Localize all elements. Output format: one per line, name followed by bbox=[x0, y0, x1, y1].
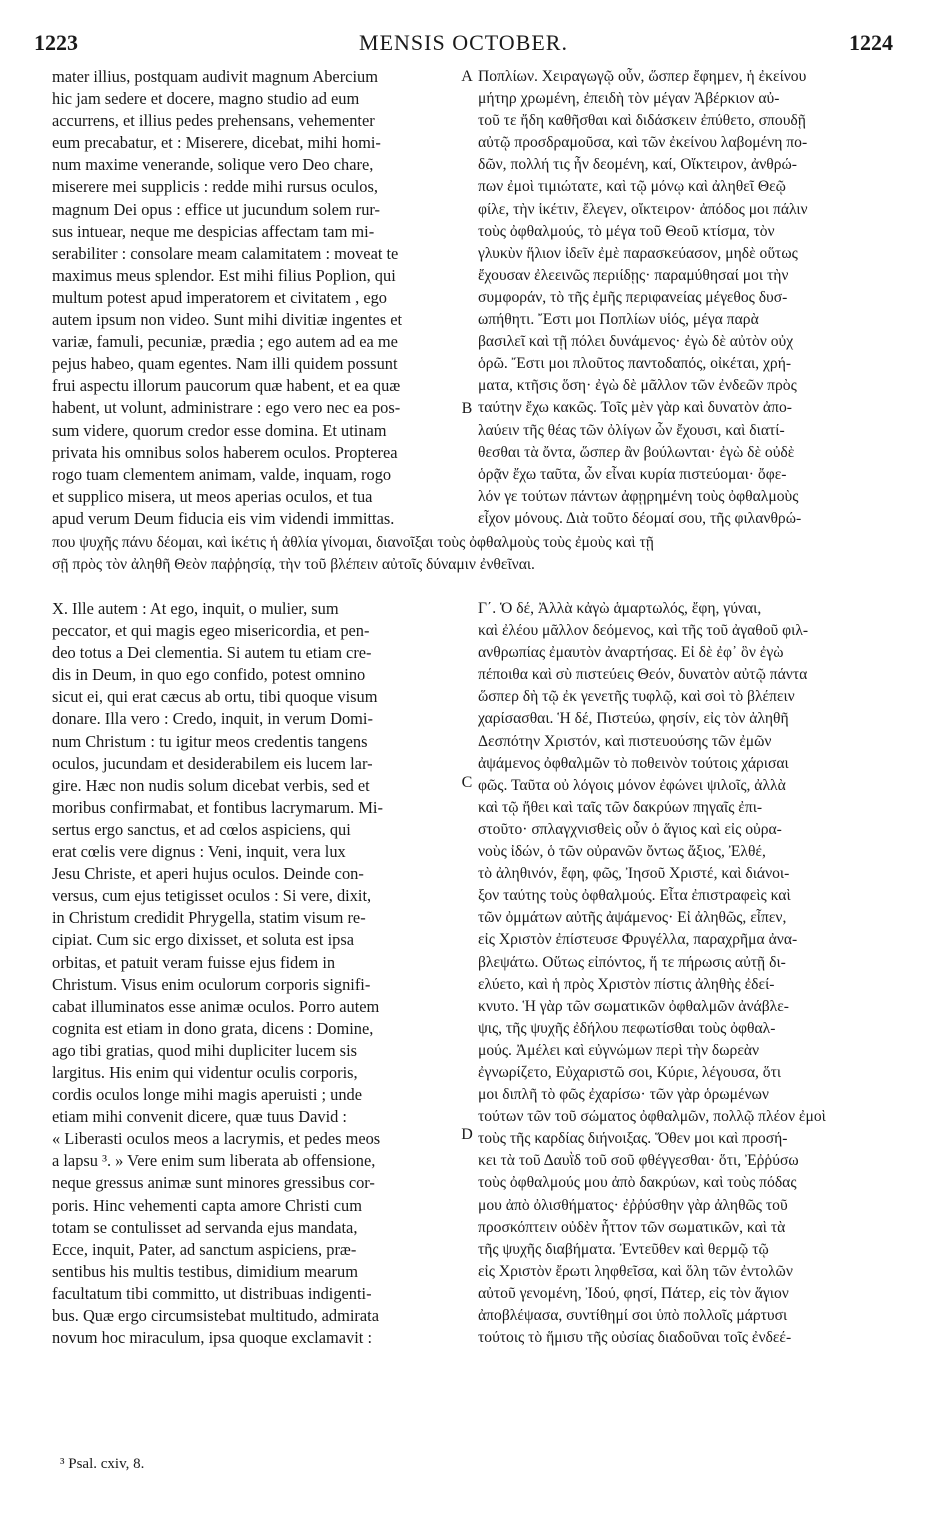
greek-line: ωπήθητι. Ἔστι μοι Ποπλίων υἱός, μέγα παρὰ bbox=[478, 311, 759, 329]
greek-line: γλυκὺν ἥλιον ἰδεῖν ἐμὲ παρασκεύασον, μηδὲ οὕτως bbox=[478, 244, 798, 262]
latin-line: rogo tuam clementem animam, valde, inquam, rogo bbox=[52, 464, 392, 484]
latin-line: maximus meus splendor. Est mihi filius Poplion, qui bbox=[52, 265, 396, 285]
footnote: ³ Psal. cxiv, 8. bbox=[60, 1456, 145, 1472]
greek-line: καὶ τῷ ἤθει καὶ ταῖς τῶν δακρύων πηγαῖς ἐπι- bbox=[478, 798, 763, 816]
greek-line: μήτηρ χρωμένη, ἐπειδὴ τὸν μέγαν Ἀβέρκιον αὐ- bbox=[478, 90, 780, 108]
greek-line: τοῦ τε ἤδη καθῆσθαι καὶ διδάσκειν ἐπύθετο, σπουδῇ bbox=[478, 112, 806, 130]
greek-line: εἰς Χριστὸν ἔρωτι ληφθεῖσα, καὶ ὅλη τῶν ἐντολῶν bbox=[478, 1262, 793, 1280]
greek-line: τὸ ἀληθινόν, ἔφη, φῶς, Ἰησοῦ Χριστέ, καὶ διάνοι- bbox=[478, 865, 790, 883]
margin-letter-c: C bbox=[461, 774, 473, 791]
greek-line: σῇ πρὸς τὸν ἀληθῆ Θεὸν παῤῥησίᾳ, τὴν τοῦ βλέπειν αὐτοῖς δύναμιν ἐνθεῖναι. bbox=[52, 556, 535, 574]
greek-line: ἔχουσαν ἐλεεινῶς περιίδῃς· παραμύθησαί μοι τὴν bbox=[478, 266, 789, 284]
greek-line: χαρίσασθαι. Ἡ δέ, Πιστεύω, φησίν, εἰς τὸν ἀληθῆ bbox=[478, 710, 789, 728]
latin-line: « Liberasti oculos meos a lacrymis, et pedes meos bbox=[52, 1129, 381, 1149]
greek-line: Ποπλίων. Χειραγωγῷ οὖν, ὥσπερ ἔφημεν, ἡ ἐκείνου bbox=[478, 68, 807, 85]
latin-line: magnum Dei opus : effice ut jucundum solem rur- bbox=[52, 199, 381, 219]
latin-line: sentibus his multis testibus, dimidium mearum bbox=[52, 1261, 358, 1281]
latin-line: X. Ille autem : At ego, inquit, o mulier, sum bbox=[52, 599, 339, 618]
latin-line: erat cœlis vere dignus : Veni, inquit, vera lux bbox=[52, 842, 346, 862]
greek-line: φῶς. Ταῦτα οὐ λόγοις μόνον ἐφώνει ψιλοῖς, ἀλλὰ bbox=[478, 776, 786, 794]
greek-line: τῶν ὀμμάτων αὐτῆς ἀψάμενος· Εἰ ἀληθῶς, εἶπεν, bbox=[478, 909, 787, 927]
latin-line: versus, cum ejus tetigisset oculos : Si vere, dixit, bbox=[52, 886, 372, 906]
latin-line: mater illius, postquam audivit magnum Abercium bbox=[52, 67, 378, 86]
latin-line: bus. Quæ ergo circumsistebat multitudo, admirata bbox=[52, 1306, 379, 1325]
latin-line: num maxime venerande, solique vero Deo chare, bbox=[52, 155, 374, 175]
greek-line: τοὺς τῆς καρδίας διήνοιξας. Ὅθεν μοι καὶ προσή- bbox=[478, 1130, 788, 1148]
page-number-right: 1224 bbox=[849, 30, 893, 55]
latin-column-top bbox=[52, 66, 456, 530]
greek-column-bottom bbox=[478, 598, 890, 1349]
latin-line: habent, ut volunt, administrare : ego vero nec ea pos- bbox=[52, 398, 401, 418]
greek-line: δῶν, πολλή τις ἦν δεομένη, καί, Οἴκτειρον, ἀνθρώ- bbox=[478, 156, 797, 174]
greek-spanning-lines bbox=[52, 532, 892, 576]
greek-line: κνυτο. Ἡ γὰρ τῶν σωματικῶν ὀφθαλμῶν ἀνάβλε- bbox=[478, 997, 789, 1015]
latin-line: hic jam sedere et docere, magno studio ad eum bbox=[52, 89, 360, 109]
greek-line: βασιλεῖ καὶ τῇ πόλει δυνάμενος· ἐγὼ δὲ αὐτὸν οὐχ bbox=[478, 333, 794, 351]
latin-line: cordis oculos longe mihi magis aperuisti ; unde bbox=[52, 1085, 363, 1105]
latin-line: ago tibi gratias, quod mihi dupliciter lucem sis bbox=[52, 1040, 357, 1060]
greek-column-top bbox=[478, 66, 890, 530]
latin-line: cipiat. Cum sic ergo dixisset, et soluta est ipsa bbox=[52, 930, 354, 950]
latin-column-bottom bbox=[52, 598, 456, 1349]
greek-line: ψις, τῆς ψυχῆς ἐδήλου πεφωτίσθαι τοὺς ὀφθαλ- bbox=[478, 1019, 776, 1037]
margin-letter-a: A bbox=[461, 68, 473, 85]
greek-line: Γ΄. Ὁ δέ, Ἀλλὰ κἀγὼ ἁμαρτωλός, ἔφη, γύναι, bbox=[478, 600, 762, 617]
greek-line: πέποιθα καὶ σὺ πιστεύεις Θεόν, δυνατὸν αὐτῷ πάντα bbox=[478, 666, 808, 684]
latin-line: orbitas, et patuit veram fuisse ejus fidem in bbox=[52, 952, 336, 972]
greek-line: εἶχον μόνους. Διὰ τοῦτο δέομαί σου, τῆς φιλανθρώ- bbox=[478, 509, 802, 527]
greek-line: βλεψάτω. Οὕτως εἰπόντος, ἥ τε πήρωσις αὐτῇ δι- bbox=[478, 953, 786, 971]
latin-line: donare. Illa vero : Credo, inquit, in verum Domi- bbox=[52, 709, 373, 729]
greek-line: εἰς Χριστὸν ἐπίστευσε Φρυγέλλα, παραχρῆμα ἀνα- bbox=[478, 931, 798, 949]
latin-line: a lapsu ³. » Vere enim sum liberata ab offensione, bbox=[52, 1151, 376, 1171]
greek-line: ὁρᾷν ἔχω ταῦτα, ὧν εἶναι κυρία πιστεύομαι· ὄφε- bbox=[478, 465, 787, 483]
latin-line: accurrens, et illius pedes prehensans, vehementer bbox=[52, 111, 375, 131]
greek-line: πων ἐμοὶ τιμιώτατε, καὶ τῷ μόνῳ καὶ ἀληθεῖ Θεῷ bbox=[478, 178, 786, 196]
latin-line: sertus ergo sanctus, et ad cœlos aspiciens, qui bbox=[52, 819, 351, 839]
page-title: MENSIS OCTOBER. bbox=[359, 30, 568, 55]
greek-line: μου ἀπὸ ὀλισθήματος· ἐῤῥύσθην γὰρ ἀληθῶς τοῦ bbox=[478, 1196, 788, 1214]
page-number-left: 1223 bbox=[34, 30, 78, 55]
greek-line: που ψυχῆς πάνυ δέομαι, καὶ ἱκέτις ἡ ἀθλία γίνομαι, διανοῖξαι τοὺς ὀφθαλμοὺς τοὺς ἐμοὺς καὶ τῇ bbox=[52, 534, 654, 551]
latin-line: privata his omnibus solos haberem oculos. Propterea bbox=[52, 442, 398, 462]
latin-line: frui aspectu illorum paucorum quæ habent, et ea quæ bbox=[52, 376, 401, 396]
latin-line: in Christum credidit Phrygella, statim visum re- bbox=[52, 908, 366, 928]
greek-line: κει τὰ τοῦ Δαυῒδ τοῦ σοῦ φθέγγεσθαι· ὅτι, Ἐῤῥύσω bbox=[478, 1152, 799, 1170]
greek-line: ὥσπερ δὴ τῷ ἐκ γενετῆς τυφλῷ, καὶ σοὶ τὸ βλέπειν bbox=[478, 688, 795, 706]
latin-line: dis in Deum, in quo ego confido, potest omnino bbox=[52, 665, 366, 685]
greek-line: λόν γε τούτων πάντων ἀφῃρημένη τοὺς ὀφθαλμοὺς bbox=[478, 487, 799, 505]
greek-line: τοὺς ὀφθαλμούς μου ἀπὸ δακρύων, καὶ τοὺς πόδας bbox=[478, 1174, 797, 1192]
latin-line: sicut ei, qui erat cæcus ab ortu, tibi quoque visum bbox=[52, 687, 378, 707]
greek-line: ξον ταύτης τοὺς ὀφθαλμούς. Εἶτα ἐπιστραφεὶς καὶ bbox=[478, 887, 791, 905]
latin-line: Ecce, inquit, Pater, ad sanctum aspiciens, præ- bbox=[52, 1239, 357, 1259]
greek-line: ανθρωπίας ἐμαυτὸν ἀναρτήσας. Εἰ δὲ ἐφ᾽ ὃν ἐγὼ bbox=[478, 644, 784, 662]
running-head bbox=[34, 30, 893, 60]
latin-line: largitus. His enim qui videntur oculis corporis, bbox=[52, 1062, 358, 1082]
latin-line: apud verum Deum fiducia eis vim videndi immittas. bbox=[52, 508, 395, 528]
latin-line: serabiliter : consolare meam calamitatem : moveat te bbox=[52, 243, 399, 263]
greek-line: ματα, κτῆσις ὅση· ἐγὼ δὲ μᾶλλον τῶν ἐνδεῶν πρὸς bbox=[478, 377, 797, 395]
latin-line: et supplico misera, ut meos aperias oculos, et tua bbox=[52, 486, 373, 506]
greek-line: νοὺς ἰδών, ὁ τῶν οὐρανῶν ὄντως ἄξιος, Ἐλθέ, bbox=[478, 843, 766, 861]
latin-line: cabat illuminatos esse animæ oculos. Porro autem bbox=[52, 996, 380, 1016]
latin-line: autem ipsum non video. Sunt mihi divitiæ ingentes et bbox=[52, 310, 403, 330]
greek-line: τούτοις τὸ ἥμισυ τῆς οὐσίας διαδοῦναι τοῖς ἐνδεέ- bbox=[478, 1329, 792, 1347]
latin-line: num Christum : tu igitur meos credentis tangens bbox=[52, 731, 368, 751]
latin-line: miserere mei supplicis : redde mihi rursus oculos, bbox=[52, 177, 378, 197]
margin-letter-d: D bbox=[461, 1126, 473, 1143]
greek-line: ὁρῶ. Ἔστι μοι πλοῦτος παντοδαπός, οἰκέται, χρή- bbox=[478, 355, 792, 373]
latin-line: variæ, famuli, pecuniæ, prædia ; ego autem ad ea me bbox=[52, 332, 398, 352]
latin-line: novum hoc miraculum, ipsa quoque exclamavit : bbox=[52, 1328, 372, 1348]
greek-line: τοὺς ὀφθαλμούς, τὸ μέγα τοῦ Θεοῦ κτίσμα, τὸν bbox=[478, 222, 775, 240]
latin-line: facultatum tibi committo, ut distribuas indigenti- bbox=[52, 1283, 372, 1303]
margin-letter-b: B bbox=[461, 400, 473, 417]
greek-line: ἀψάμενος ὀφθαλμῶν τὸ ποθεινὸν τούτοις χάρισαι bbox=[478, 754, 789, 772]
latin-line: Christum. Visus enim oculorum corporis signifi- bbox=[52, 974, 371, 994]
latin-line: cognita est etiam in dono grata, dicens : Domine, bbox=[52, 1018, 374, 1038]
greek-line: τούτων τῶν τοῦ σώματος ὀφθαλμῶν, πολλῷ πλέον ἐμοὶ bbox=[478, 1108, 826, 1126]
greek-line: αὐτῷ προσδραμοῦσα, καὶ τῶν ἐκείνου λαβομένη πο- bbox=[478, 134, 808, 152]
latin-line: etiam mihi convenit dicere, quæ tuus David : bbox=[52, 1107, 347, 1127]
greek-line: μούς. Ἀμέλει καὶ εὐγνώμων περὶ τὴν δωρεὰν bbox=[478, 1041, 760, 1059]
greek-line: ἀποβλέψασα, συντίθημί σοι ὑπὸ πολλοῖς μάρτυσι bbox=[478, 1307, 788, 1324]
greek-line: μοι διπλῆ τὸ φῶς ἐχαρίσω· τῶν γὰρ ὁρωμένων bbox=[478, 1086, 769, 1104]
greek-line: αὐτοῦ γενομένη, Ἰδού, φησί, Πάτερ, εἰς τὸν ἅγιον bbox=[478, 1284, 789, 1302]
latin-line: eum precabatur, et : Miserere, dicebat, mihi homi- bbox=[52, 133, 381, 153]
latin-line: sum videre, quorum credor esse domina. Et utinam bbox=[52, 420, 387, 440]
latin-line: pejus habeo, quam egentes. Nam illi quidem possunt bbox=[52, 354, 398, 374]
latin-line: Jesu Christe, et aperi hujus oculos. Deinde con- bbox=[52, 864, 364, 884]
latin-line: poris. Hinc vehementi capta amore Christi cum bbox=[52, 1195, 362, 1215]
latin-line: neque gressus animæ sunt minores gressibus cor- bbox=[52, 1173, 375, 1193]
greek-line: ἐγνωρίζετο, Εὐχαριστῶ σοι, Κύριε, λέγουσα, ὅτι bbox=[478, 1063, 782, 1081]
greek-line: λαύειν τῆς θέας τῶν ὀλίγων ὧν ἔχουσι, καὶ διατί- bbox=[478, 421, 785, 439]
greek-line: προσκόπτειν οὐδὲν ἧττον τῶν σωματικῶν, καὶ τὰ bbox=[478, 1218, 786, 1236]
greek-line: στοῦτο· σπλαγχνισθεὶς οὖν ὁ ἅγιος καὶ εἰς οὐρα- bbox=[478, 820, 782, 838]
greek-line: ελύετο, καὶ ἡ πρὸς Χριστὸν πίστις ἀληθὴς ἐδεί- bbox=[478, 975, 775, 993]
latin-line: deo totus a Dei clementia. Si autem tu etiam cre- bbox=[52, 643, 372, 663]
greek-line: καὶ ἐλέου μᾶλλον δεόμενος, καὶ τῆς τοῦ ἀγαθοῦ φιλ- bbox=[478, 622, 809, 640]
latin-line: moribus confirmabat, et fontibus lacrymarum. Mi- bbox=[52, 797, 383, 817]
latin-line: peccator, et qui magis egeo misericordia, et pen- bbox=[52, 621, 370, 641]
greek-line: τῆς ψυχῆς διαβήματα. Ἐντεῦθεν καὶ θερμῷ τῷ bbox=[478, 1240, 769, 1258]
greek-line: ταύτην ἔχω κακῶς. Τοῖς μὲν γὰρ καὶ δυνατὸν ἀπο- bbox=[478, 399, 792, 417]
greek-line: Δεσπότην Χριστόν, καὶ πιστευούσης τῶν ἐμῶν bbox=[478, 732, 772, 750]
greek-line: θεσθαι τὰ ὄντα, ὥσπερ ἂν βούλωνται· ἐγὼ δὲ οὐδὲ bbox=[478, 443, 795, 461]
latin-line: totam se contulisset ad servanda ejus mandata, bbox=[52, 1217, 358, 1237]
latin-line: oculos, jucundam et desiderabilem eis lucem lar- bbox=[52, 753, 373, 773]
greek-line: φίλε, τὴν ἱκέτιν, ἔλεγεν, οἴκτειρον· ἀπόδος μοι πάλιν bbox=[478, 200, 808, 218]
latin-line: sus intuear, neque me despicias affectam tam mi- bbox=[52, 221, 375, 241]
latin-line: multum potest apud imperatorem et civitatem , ego bbox=[52, 287, 388, 307]
greek-line: συμφοράν, τὸ τῆς ἐμῆς περιφανείας μέγεθος δυσ- bbox=[478, 288, 788, 306]
latin-line: gire. Hæc non nudis solum dicebat verbis, sed et bbox=[52, 775, 370, 795]
